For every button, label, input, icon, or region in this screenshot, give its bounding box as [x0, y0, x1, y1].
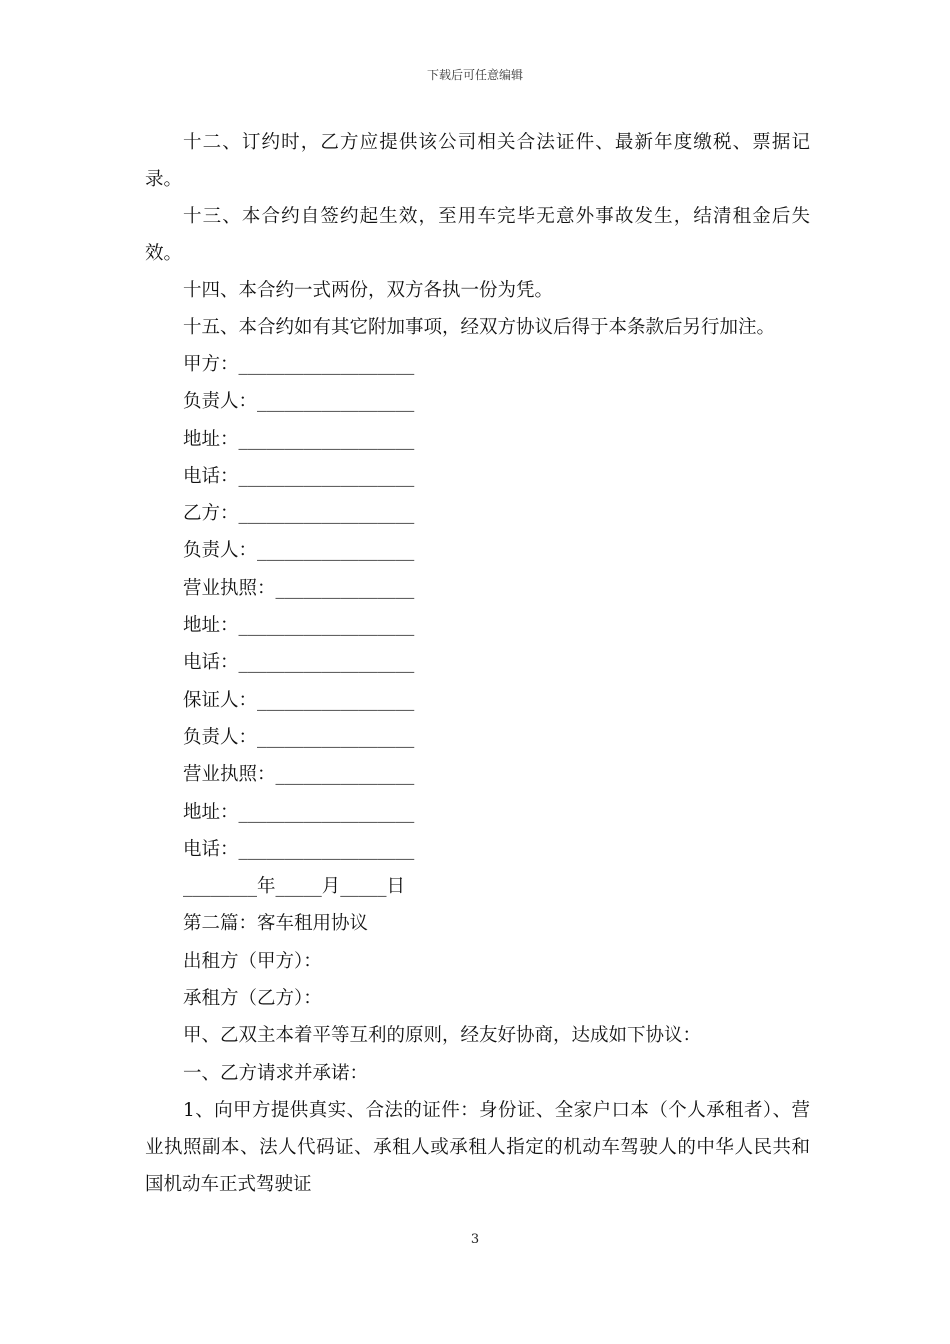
field-blank: ___________________: [238, 652, 415, 674]
field-party-b-license: [145, 570, 810, 607]
field-blank: ___________________: [238, 354, 415, 375]
agreement-intro: 甲、乙双主本着平等互利的原则，经友好协商，达成如下协议：: [183, 1025, 702, 1047]
field-blank: _______________: [275, 764, 415, 786]
field-party-a-phone: [145, 458, 810, 495]
field-label: 营业执照：: [183, 577, 276, 599]
field-blank: _________________: [257, 689, 415, 711]
field-guarantor-address: [145, 794, 810, 831]
field-blank: ___________________: [238, 428, 415, 450]
clause-14: 十四、本合约一式两份，双方各执一份为凭。: [183, 280, 554, 301]
page-number: 3: [470, 1232, 480, 1247]
field-label: 营业执照：: [183, 764, 276, 786]
field-blank: ___________________: [238, 465, 415, 487]
field-guarantor-license: [145, 756, 810, 793]
field-blank: _________________: [257, 540, 415, 562]
field-label: 甲方：: [183, 354, 239, 375]
section-title: 第二篇：客车租用协议: [183, 913, 369, 935]
field-label: 地址：: [183, 801, 239, 823]
field-party-a-responsible: [145, 383, 810, 420]
field-blank: ___________________: [238, 801, 415, 823]
page-header: 下载后可任意编辑: [426, 68, 523, 82]
field-party-b: [145, 495, 810, 532]
field-label: 地址：: [183, 615, 239, 637]
field-blank: _______________: [275, 577, 415, 599]
field-guarantor: [145, 682, 810, 719]
field-party-a-address: [145, 421, 810, 458]
field-label: 电话：: [183, 838, 239, 860]
field-blank: ___________________: [238, 503, 415, 525]
clause-15: 十五、本合约如有其它附加事项，经双方协议后得于本条款后另行加注。: [183, 317, 776, 338]
field-label: 负责人：: [183, 726, 258, 748]
field-blank: ___________________: [238, 615, 415, 637]
field-guarantor-phone: [145, 831, 810, 868]
field-guarantor-responsible: [145, 719, 810, 756]
field-party-b-phone: [145, 644, 810, 681]
clause-1-paragraph: 1、向甲方提供真实、合法的证件：身份证、全家户口本（个人承租者）、营业执照副本、法人代码证、承租人或承租人指定的机动车驾驶人的中华人民共和国机动车正式驾驶证: [145, 1099, 810, 1195]
lessee-line: 承租方（乙方）：: [183, 988, 322, 1010]
field-party-a: [145, 346, 810, 383]
clause-12: 十二、订约时，乙方应提供该公司相关合法证件、最新年度缴税、票据记录。: [145, 132, 810, 190]
field-label: 电话：: [183, 652, 239, 674]
clause-13: 十三、本合约自签约起生效，至用车完毕无意外事故发生，结清租金后失效。: [145, 206, 810, 264]
field-party-b-responsible: [145, 532, 810, 569]
document-body: [145, 124, 810, 1203]
clause-heading: 一、乙方请求并承诺：: [183, 1062, 369, 1084]
field-blank: _________________: [257, 726, 415, 748]
field-label: 乙方：: [183, 503, 239, 525]
field-label: 地址：: [183, 428, 239, 450]
field-label: 负责人：: [183, 391, 258, 413]
field-label: 负责人：: [183, 540, 258, 562]
field-label: 电话：: [183, 465, 239, 487]
lessor-line: 出租方（甲方）：: [183, 950, 322, 972]
field-blank: _________________: [257, 391, 415, 413]
field-party-b-address: [145, 607, 810, 644]
field-blank: ___________________: [238, 838, 415, 860]
field-label: 保证人：: [183, 689, 258, 711]
date-line: ________年_____月_____日: [183, 876, 406, 898]
